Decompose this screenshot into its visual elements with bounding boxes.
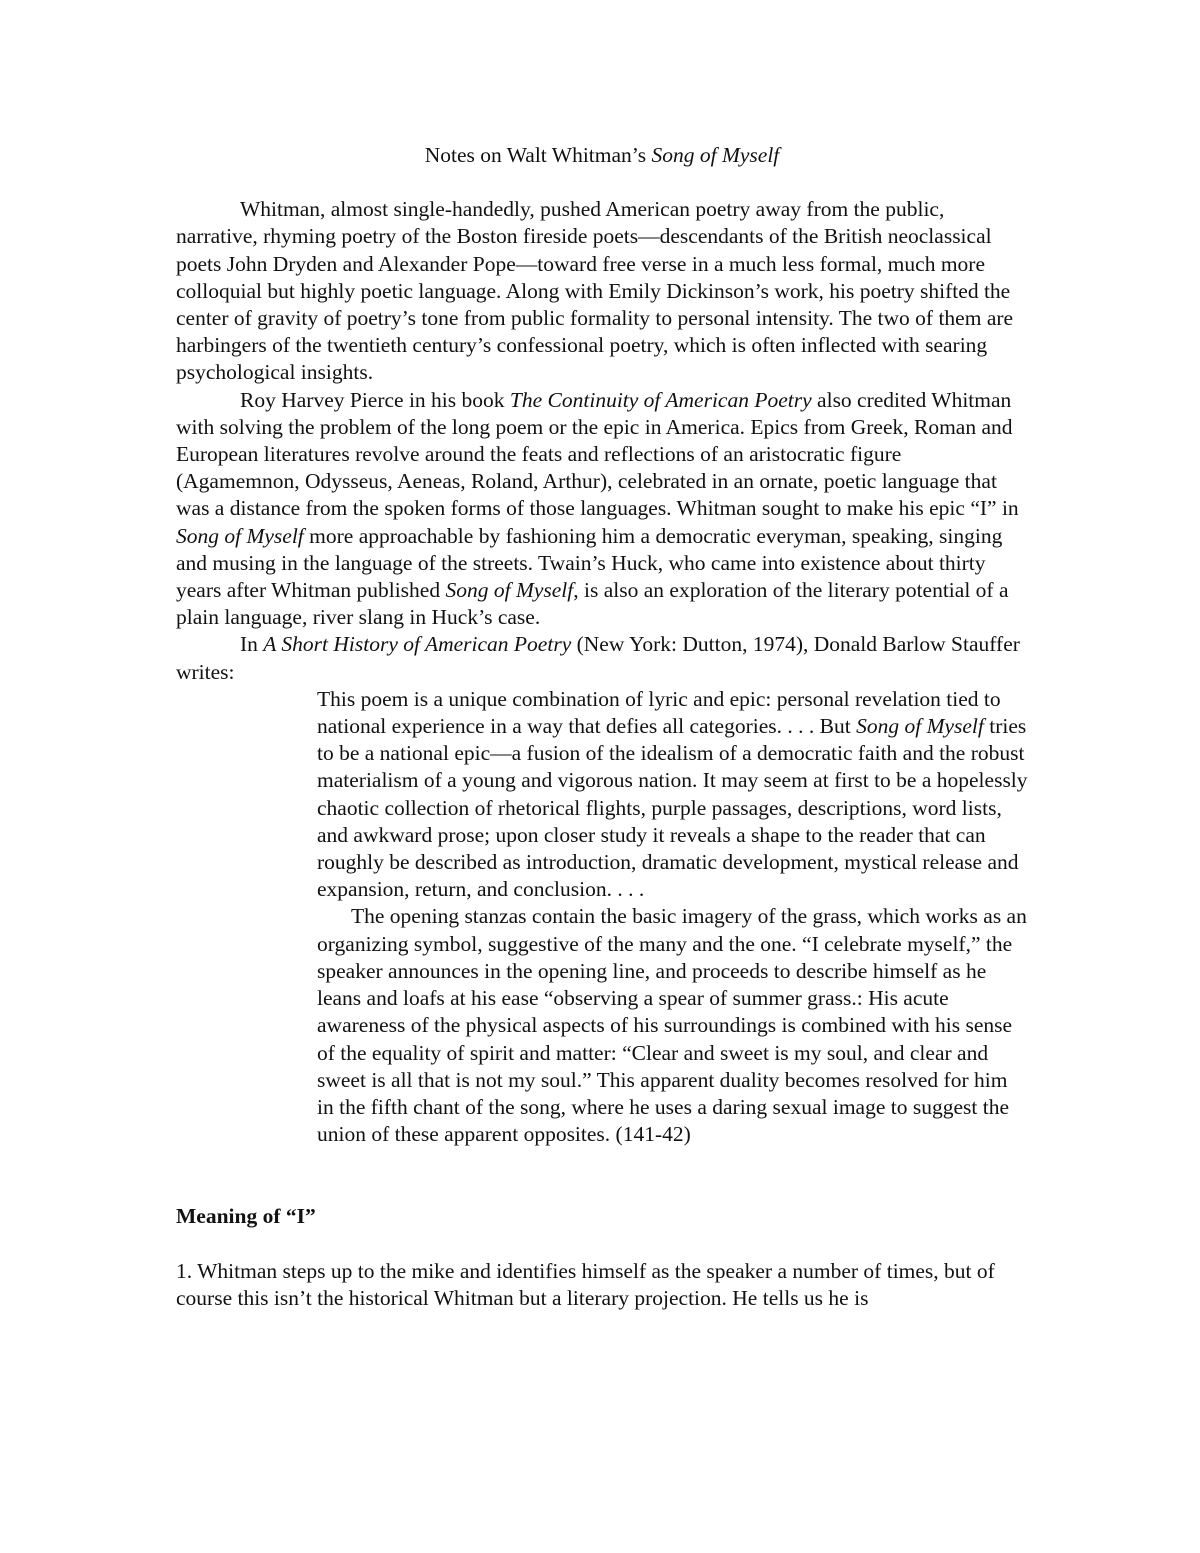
block-quote bbox=[317, 686, 1028, 1148]
quote-paragraph-1 bbox=[317, 686, 1028, 904]
quote-1-text-c: tries to be a national epic—a fusion of the idealism of a democratic faith and the robust materialism of a young and vigorous nation. It may seem at first to be a hopelessly chaotic collection of rhetorical flights, purple passages, descriptions, word lists, and awkward prose; upon closer study it reveals a shape to the reader that can roughly be described as introduction, dramatic development, mystical release and expansion, return, and conclusion. . . . bbox=[317, 714, 1028, 902]
paragraph-2-text-e: more approachable by fashioning him a democratic everyman, speaking, singing and musing in the language of the streets. Twain’s Huck, who came into existence about thirty years after Whitman published bbox=[176, 523, 1003, 603]
paragraph-3-text-a: In bbox=[240, 632, 264, 657]
paragraph-2 bbox=[176, 387, 1028, 632]
title-italic-text: Song of Myself bbox=[651, 143, 780, 167]
document-title bbox=[176, 142, 1028, 169]
work-title-song-of-myself: Song of Myself bbox=[176, 523, 304, 548]
quote-work-title: Song of Myself bbox=[856, 714, 984, 739]
book-title-short-history: A Short History of American Poetry bbox=[263, 632, 572, 657]
document-body bbox=[176, 142, 1028, 1312]
quote-1-text-a: This poem is a unique combination of lyric and epic: personal revelation tied to national experience in a way that defies all categories. . . . But bbox=[317, 686, 1001, 739]
work-title-song-of-myself-2: Song of Myself bbox=[445, 578, 574, 603]
section-heading: Meaning of “I” bbox=[176, 1204, 316, 1229]
quote-paragraph-2: The opening stanzas contain the basic imagery of the grass, which works as an organizing symbol, suggestive of the many and the one. “I celebrate myself,” the speaker announces in the opening line, and proceeds to describe himself as he leans and loafs at his ease “observing a spear of summer grass.: His acute awareness of the physical aspects of his surroundings is combined with his sense of the equality of spirit and matter: “Clear and sweet is my soul, and clear and sweet is all that is not my soul.” This apparent duality becomes resolved for him in the fifth chant of the song, where he uses a daring sexual image to suggest the union of these apparent opposites. (141-42) bbox=[317, 904, 1027, 1147]
book-title-continuity: The Continuity of American Poetry bbox=[509, 387, 812, 412]
title-text: Notes on Walt Whitman’s bbox=[424, 143, 652, 167]
paragraph-4: 1. Whitman steps up to the mike and identifies himself as the speaker a number of times, but of course this isn’t the historical Whitman but a literary projection. He tells us he is bbox=[176, 1258, 995, 1310]
paragraph-2-text-a: Roy Harvey Pierce in his book bbox=[240, 387, 510, 412]
paragraph-3-text-c: (New York: Dutton, 1974), Donald Barlow Stauffer writes: bbox=[176, 632, 1020, 684]
paragraph-3 bbox=[176, 631, 1028, 685]
paragraph-1: Whitman, almost single-handedly, pushed American poetry away from the public, narrative, rhyming poetry of the Boston fireside poets—descendants of the British neoclassical poets John Dryden and Alexander Pope—toward free verse in a much less formal, much more colloquial but highly poetic language. Along with Emily Dickinson’s work, his poetry shifted the center of gravity of poetry’s tone from public formality to personal intensity. The two of them are harbingers of the twentieth century’s confessional poetry, which is often inflected with searing psychological insights. bbox=[176, 197, 1014, 385]
paragraph-2-text-c: also credited Whitman with solving the problem of the long poem or the epic in America. Epics from Greek, Roman and European literatures revolve around the feats and reflections of an aristocratic figure (Agamemnon, Odysseus, Aeneas, Roland, Arthur), celebrated in an ornate, poetic language that was a distance from the spoken forms of those languages. Whitman sought to make his epic “I” in bbox=[176, 387, 1019, 521]
paragraph-2-text-g: , is also an exploration of the literary potential of a plain language, river slang in Huck’s case. bbox=[176, 578, 1009, 630]
